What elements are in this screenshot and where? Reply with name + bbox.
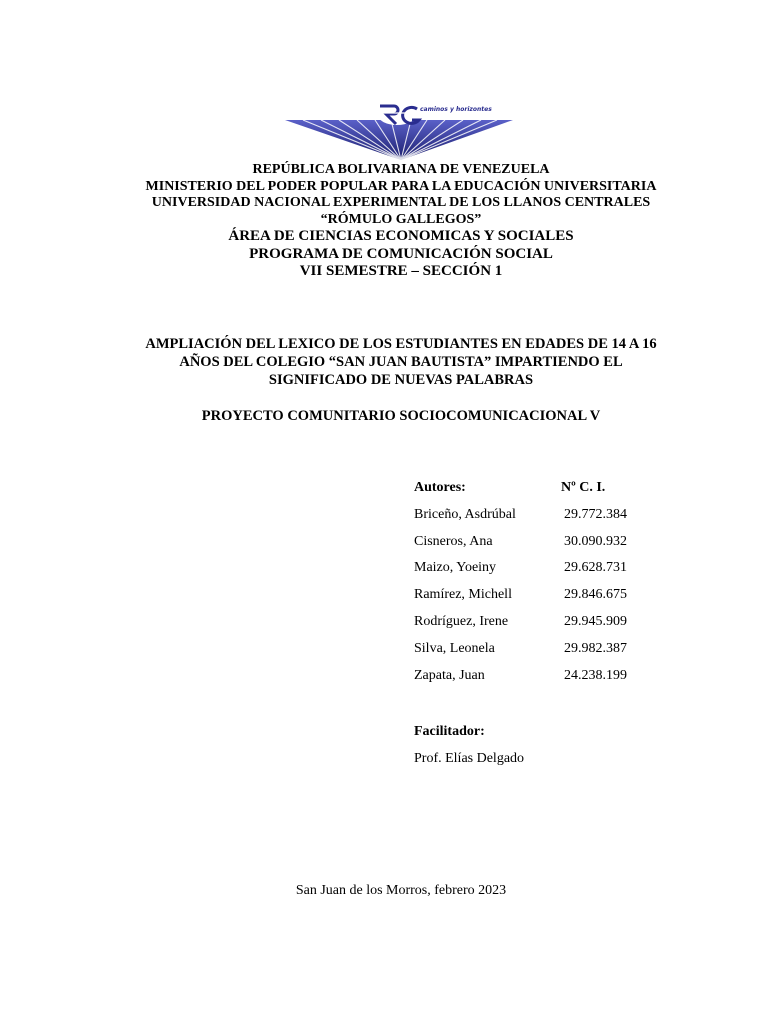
author-row	[414, 558, 674, 585]
header-line-republic: REPÚBLICA BOLIVARIANA DE VENEZUELA	[252, 162, 550, 177]
authors-header-label: Autores:	[414, 480, 466, 495]
author-name: Briceño, Asdrúbal	[414, 506, 516, 522]
facilitator-label: Facilitador:	[414, 724, 485, 739]
author-name: Zapata, Juan	[414, 667, 485, 683]
document-title: AMPLIACIÓN DEL LEXICO DE LOS ESTUDIANTES EN EDADES DE 14 A 16 AÑOS DEL COLEGIO “SAN JUAN BAUTISTA” IMPARTIENDO EL SIGNIFICADO DE NUEVAS PALABRAS	[145, 336, 657, 388]
author-ci: 29.846.675	[564, 587, 627, 603]
author-row	[414, 639, 674, 666]
header-line-university: UNIVERSIDAD NACIONAL EXPERIMENTAL DE LOS LLANOS CENTRALES	[151, 195, 651, 210]
project-subtitle: PROYECTO COMUNITARIO SOCIOCOMUNICACIONAL V	[201, 408, 601, 424]
author-row	[414, 612, 674, 639]
author-row	[414, 585, 674, 612]
author-name: Ramírez, Michell	[414, 587, 512, 603]
institution-header	[0, 162, 768, 281]
header-line-semester: VII SEMESTRE – SECCIÓN 1	[299, 263, 503, 279]
author-ci: 24.238.199	[564, 667, 627, 683]
header-line-university-name: “RÓMULO GALLEGOS”	[320, 211, 482, 227]
header-line-program: PROGRAMA DE COMUNICACIÓN SOCIAL	[249, 245, 553, 262]
author-name: Silva, Leonela	[414, 640, 495, 656]
author-ci: 29.628.731	[564, 560, 627, 576]
header-line-ministry: MINISTERIO DEL PODER POPULAR PARA LA EDUCACIÓN UNIVERSITARIA	[145, 178, 657, 194]
author-ci: 29.982.387	[564, 640, 627, 656]
author-name: Rodríguez, Irene	[414, 613, 509, 629]
author-ci: 30.090.932	[564, 533, 627, 549]
authors-header-row	[414, 478, 674, 505]
author-name: Cisneros, Ana	[414, 533, 493, 549]
facilitator-name: Prof. Elías Delgado	[414, 751, 525, 766]
author-ci: 29.772.384	[564, 506, 627, 522]
logo-tagline: caminos y horizontes	[420, 106, 492, 113]
author-name: Maizo, Yoeiny	[414, 560, 497, 576]
authors-table	[414, 478, 674, 692]
header-line-area: ÁREA DE CIENCIAS ECONOMICAS Y SOCIALES	[228, 228, 574, 244]
university-logo	[283, 100, 515, 162]
author-ci: 29.945.909	[564, 613, 627, 629]
logo-rg-monogram	[377, 105, 423, 125]
author-row	[414, 505, 674, 532]
author-row	[414, 666, 674, 693]
facilitator-block	[414, 718, 524, 772]
author-row	[414, 532, 674, 559]
ci-header-label: Nº C. I.	[561, 480, 606, 495]
place-date: San Juan de los Morros, febrero 2023	[295, 883, 507, 898]
university-logo-emblem	[283, 100, 515, 162]
